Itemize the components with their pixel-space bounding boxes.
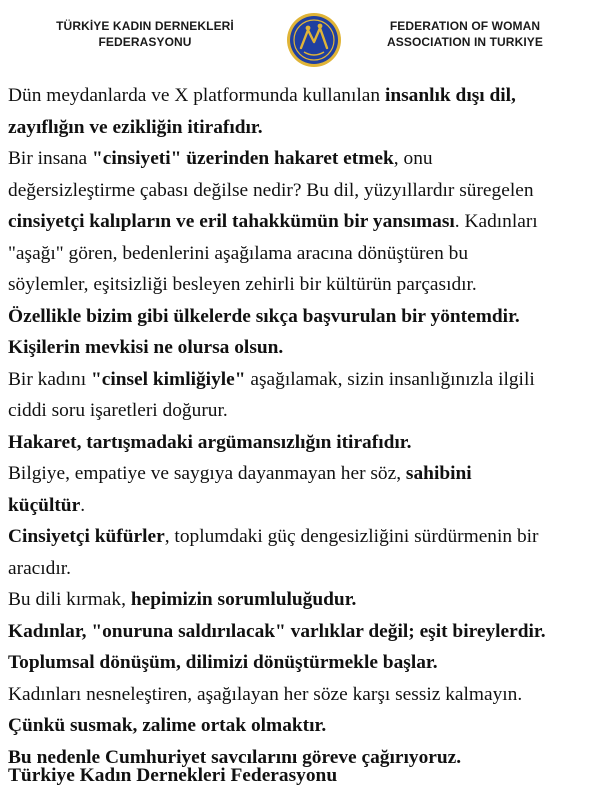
text-segment: aracıdır. [8, 557, 71, 579]
statement-line [8, 206, 598, 238]
statement-line [8, 269, 598, 301]
org-name-turkish-line2: FEDERASYONU [98, 35, 192, 49]
statement-line [8, 80, 598, 112]
statement-line [8, 584, 598, 616]
text-segment: değersizleştirme çabası değilse nedir? Bu dil, yüzyıllardır süregelen [8, 179, 534, 201]
statement-line [8, 238, 598, 270]
bold-segment: "cinsiyeti" üzerinden hakaret etmek [92, 148, 394, 169]
bold-segment: Toplumsal dönüşüm, dilimizi dönüştürmekle başlar. [8, 652, 438, 673]
text-segment: aşağılamak, sizin insanlığınızla ilgili [245, 368, 535, 390]
text-segment: Bilgiye, empatiye ve saygıya dayanmayan her söz, [8, 463, 406, 484]
text-segment: Bu dili kırmak, [8, 589, 131, 610]
text-segment: . Kadınları [454, 211, 538, 232]
text-segment: Dün meydanlarda ve X platformunda kullanılan [8, 85, 385, 106]
statement-line [8, 553, 598, 585]
bold-segment: Kadınlar, "onuruna saldırılacak" varlıklar değil; eşit bireylerdir. [8, 620, 546, 642]
statement-line [8, 427, 598, 459]
bold-segment: zayıflığın ve ezikliğin itirafıdır. [8, 116, 263, 138]
org-name-english [360, 18, 570, 50]
statement-line [8, 175, 598, 207]
federation-logo-icon [286, 12, 342, 68]
statement-line [8, 332, 598, 364]
bold-segment: Kişilerin mevkisi ne olursa olsun. [8, 337, 284, 358]
statement-line [8, 616, 598, 648]
statement-line [8, 458, 598, 490]
statement-line [8, 679, 598, 711]
statement-line [8, 710, 598, 742]
bold-segment: Çünkü susmak, zalime ortak olmaktır. [8, 715, 327, 736]
text-segment: Bir insana [8, 148, 93, 169]
org-name-english-line1: FEDERATION OF WOMAN [389, 19, 541, 33]
statement-line [8, 143, 598, 175]
org-name-turkish-line1: TÜRKİYE KADIN DERNEKLERİ [56, 19, 234, 33]
text-segment: söylemler, eşitsizliği besleyen zehirli bir kültürün parçasıdır. [8, 274, 477, 295]
bold-segment: hepimizin sorumluluğudur. [130, 589, 357, 610]
org-name-english-line2: ASSOCIATION IN TURKIYE [387, 35, 543, 49]
bold-segment: cinsiyetçi kalıpların ve eril tahakkümün bir yansıması [8, 211, 455, 232]
org-name-turkish [40, 18, 250, 50]
statement-line [8, 364, 598, 396]
statement-line [8, 112, 598, 144]
text-segment: , onu [393, 148, 433, 169]
statement-line [8, 521, 598, 553]
text-segment: Kadınları nesneleştiren, aşağılayan her söze karşı sessiz kalmayın. [8, 683, 523, 705]
signature: Türkiye Kadın Dernekleri Federasyonu [8, 765, 338, 786]
statement-line [8, 395, 598, 427]
text-segment: , toplumdaki güç dengesizliğini sürdürmenin bir [164, 526, 539, 547]
letterhead [0, 0, 600, 78]
text-segment: Bir kadını [8, 368, 91, 390]
bold-segment: "cinsel kimliğiyle" [90, 368, 246, 390]
statement-line [8, 301, 598, 333]
statement-line [8, 647, 598, 679]
statement-body [8, 80, 598, 773]
bold-segment: küçültür [8, 494, 81, 516]
text-segment: ciddi soru işaretleri doğurur. [8, 400, 228, 421]
text-segment: "aşağı" gören, bedenlerini aşağılama aracına dönüştüren bu [8, 242, 469, 264]
bold-segment: insanlık dışı dil, [384, 85, 516, 106]
bold-segment: Bu nedenle Cumhuriyet savcılarını göreve çağırıyoruz. [8, 746, 462, 768]
statement-line [8, 490, 598, 522]
bold-segment: Cinsiyetçi küfürler [8, 526, 165, 547]
bold-segment: Hakaret, tartışmadaki argümansızlığın itirafıdır. [8, 431, 412, 453]
bold-segment: Özellikle bizim gibi ülkelerde sıkça başvurulan bir yöntemdir. [8, 305, 520, 327]
bold-segment: sahibini [405, 463, 472, 484]
text-segment: . [80, 494, 86, 516]
